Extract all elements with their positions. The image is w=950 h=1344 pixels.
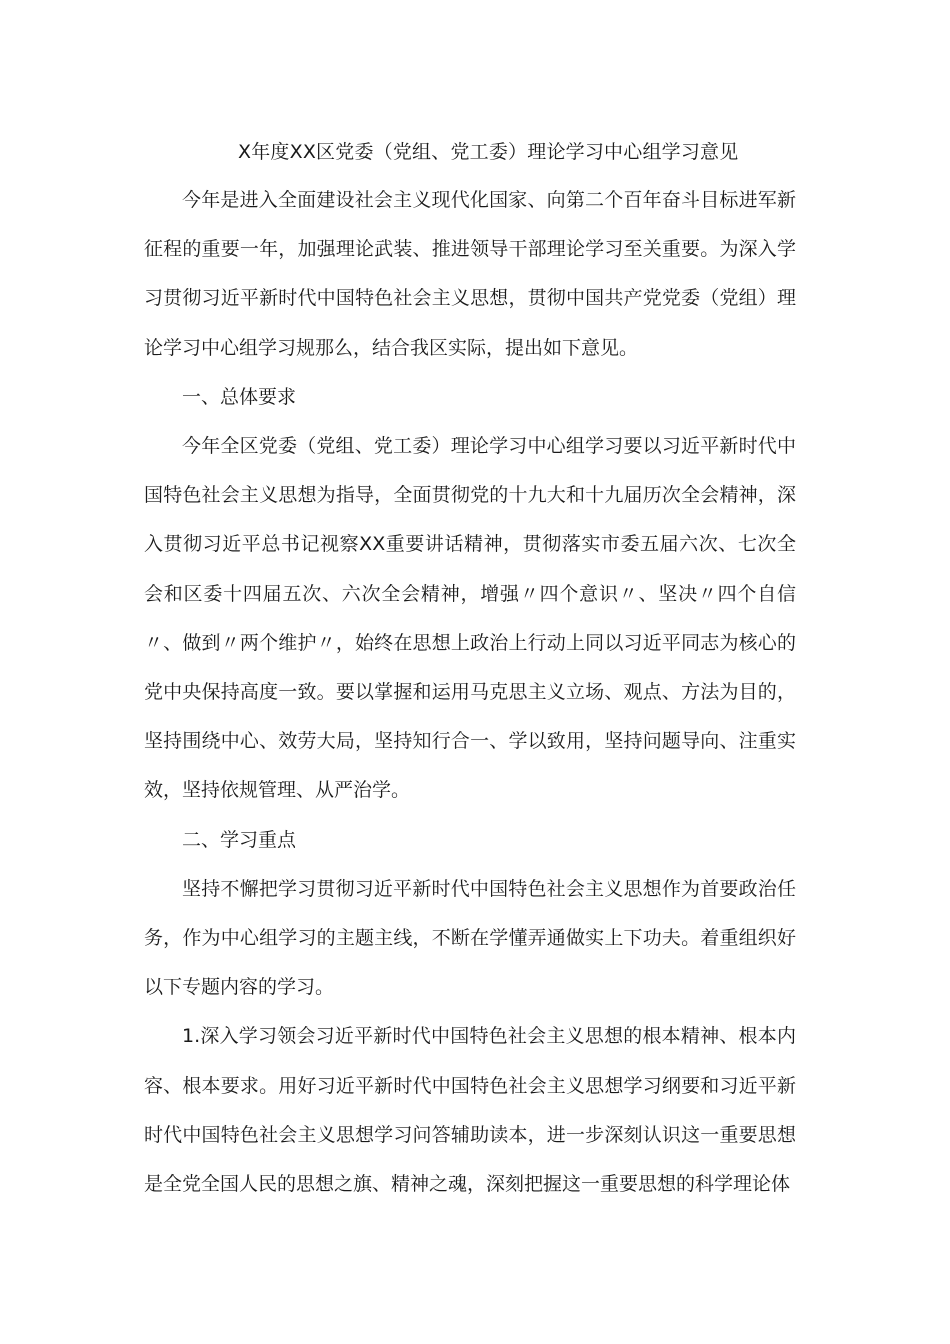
- paragraph-item-1: 1.深入学习领会习近平新时代中国特色社会主义思想的根本精神、根本内容、根本要求。用好习近平新时代中国特色社会主义思想学习纲要和习近平新时代中国特色社会主义思想学习问答辅助读本，进一步深刻认识这一重要思想是全党全国人民的思想之旗、精神之魂，深刻把握这一重要思想的科学理论体: [144, 1025, 796, 1196]
- paragraph-intro: 今年是进入全面建设社会主义现代化国家、向第二个百年奋斗目标进军新征程的重要一年，加强理论武装、推进领导干部理论学习至关重要。为深入学习贯彻习近平新时代中国特色社会主义思想，贯彻中国共产党党委（党组）理论学习中心组学习规那么，结合我区实际，提出如下意见。: [144, 189, 796, 359]
- section-heading-study-focus: 二、学习重点: [182, 828, 297, 851]
- document-title: X年度XX区党委（党组、党工委）理论学习中心组学习意见: [238, 141, 739, 163]
- section-heading-general-requirements: 一、总体要求: [182, 385, 297, 408]
- paragraph-study-focus: 坚持不懈把学习贯彻习近平新时代中国特色社会主义思想作为首要政治任务，作为中心组学习的主题主线，不断在学懂弄通做实上下功夫。着重组织好以下专题内容的学习。: [144, 877, 796, 999]
- document-body: [144, 176, 796, 1209]
- paragraph-general-requirements: 今年全区党委（党组、党工委）理论学习中心组学习要以习近平新时代中国特色社会主义思想为指导，全面贯彻党的十九大和十九届历次全会精神，深入贯彻习近平总书记视察XX重要讲话精神，贯彻落实市委五届六次、七次全会和区委十四届五次、六次全会精神，增强〃四个意识〃、坚决〃四个自信〃、做到〃两个维护〃，始终在思想上政治上行动上同以习近平同志为核心的党中央保持高度一致。要以掌握和运用马克思主义立场、观点、方法为目的，坚持围绕中心、效劳大局，坚持知行合一、学以致用，坚持问题导向、注重实效，坚持依规管理、从严治学。: [144, 435, 796, 802]
